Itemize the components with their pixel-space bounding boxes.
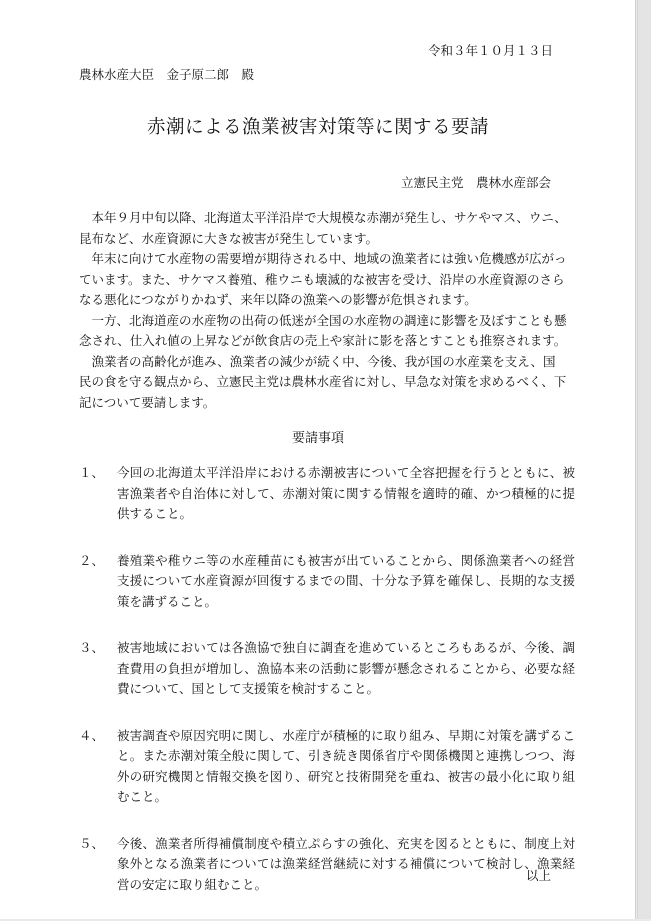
paragraph: 漁業者の高齢化が進み、漁業者の減少が続く中、今後、我が国の水産業を支え、国民の食を守る観点から、立憲民主党は農林水産省に対し、早急な対策を求めるべく、下記について要請します。 bbox=[79, 353, 567, 410]
viewer-scroll-strip[interactable] bbox=[637, 0, 651, 919]
paragraph: 年末に向けて水産物の需要増が期待される中、地域の漁業者には強い危機感が広がっています。また、サケマス養殖、稚ウニも壊滅的な被害を受け、沿岸の水産資源のさらなる悪化につながりかねず、来年以降の漁業への影響が危惧されます。 bbox=[79, 251, 567, 307]
item-text: 被害調査や原因究明に関し、水産庁が積極的に取り組み、早期に対策を講ずること。また赤潮対策全般に関して、引き続き関係省庁や関係機関と連携しつつ、海外の研究機関と情報交換を図り、研究と技術開発を重ね、被害の最小化に取り組むこと。 bbox=[117, 727, 575, 804]
closing-mark: 以上 bbox=[525, 868, 551, 883]
list-item bbox=[79, 551, 575, 613]
addressee: 農林水産大臣 金子原二郎 殿 bbox=[79, 67, 255, 82]
item-text: 今後、漁業者所得補償制度や積立ぷらすの強化、充実を図るとともに、制度上対象外となる漁業者については漁業経営継続に対する補償について検討し、漁業経営の安定に取り組むこと。 bbox=[117, 835, 575, 892]
paragraph: 一方、北海道産の水産物の出荷の低迷が全国の水産物の調達に影響を及ぼすことも懸念され、仕入れ値の上昇などが飲食店の売上や家計に影を落とすことも推察されます。 bbox=[79, 312, 567, 348]
document-date: 令和３年１０月１３日 bbox=[427, 43, 553, 58]
list-item bbox=[79, 834, 575, 896]
request-items-list bbox=[79, 463, 575, 921]
item-text: 今回の北海道太平洋沿岸における赤潮被害について全容把握を行うとともに、被害漁業者や自治体に対して、赤潮対策に関する情報を適時的確、かつ積極的に提供すること。 bbox=[117, 465, 575, 521]
list-item bbox=[79, 638, 575, 700]
body-text bbox=[79, 208, 567, 413]
list-item bbox=[79, 463, 575, 525]
document-title: 赤潮による漁業被害対策等に関する要請 bbox=[146, 117, 489, 138]
list-item bbox=[79, 726, 575, 808]
sender: 立憲民主党 農林水産部会 bbox=[400, 175, 551, 190]
paragraph: 本年９月中旬以降、北海道太平洋沿岸で大規模な赤潮が発生し、サケやマス、ウニ、昆布など、水産資源に大きな被害が発生しています。 bbox=[79, 210, 567, 246]
item-text: 養殖業や稚ウニ等の水産種苗にも被害が出ていることから、関係漁業者への経営支援について水産資源が回復するまでの間、十分な予算を確保し、長期的な支援策を講ずること。 bbox=[117, 552, 575, 609]
item-number: ５、 bbox=[79, 835, 105, 851]
item-number: ４、 bbox=[79, 727, 105, 743]
item-number: ３、 bbox=[79, 640, 105, 655]
item-number: ２、 bbox=[79, 552, 105, 568]
section-title: 要請事項 bbox=[291, 431, 344, 446]
item-text: 被害地域においては各漁協で独自に調査を進めているところもあるが、今後、調査費用の負担が増加し、漁協本来の活動に影響が懸念されることから、必要な経費について、国として支援策を検討すること。 bbox=[117, 640, 575, 696]
item-number: １、 bbox=[79, 465, 105, 480]
